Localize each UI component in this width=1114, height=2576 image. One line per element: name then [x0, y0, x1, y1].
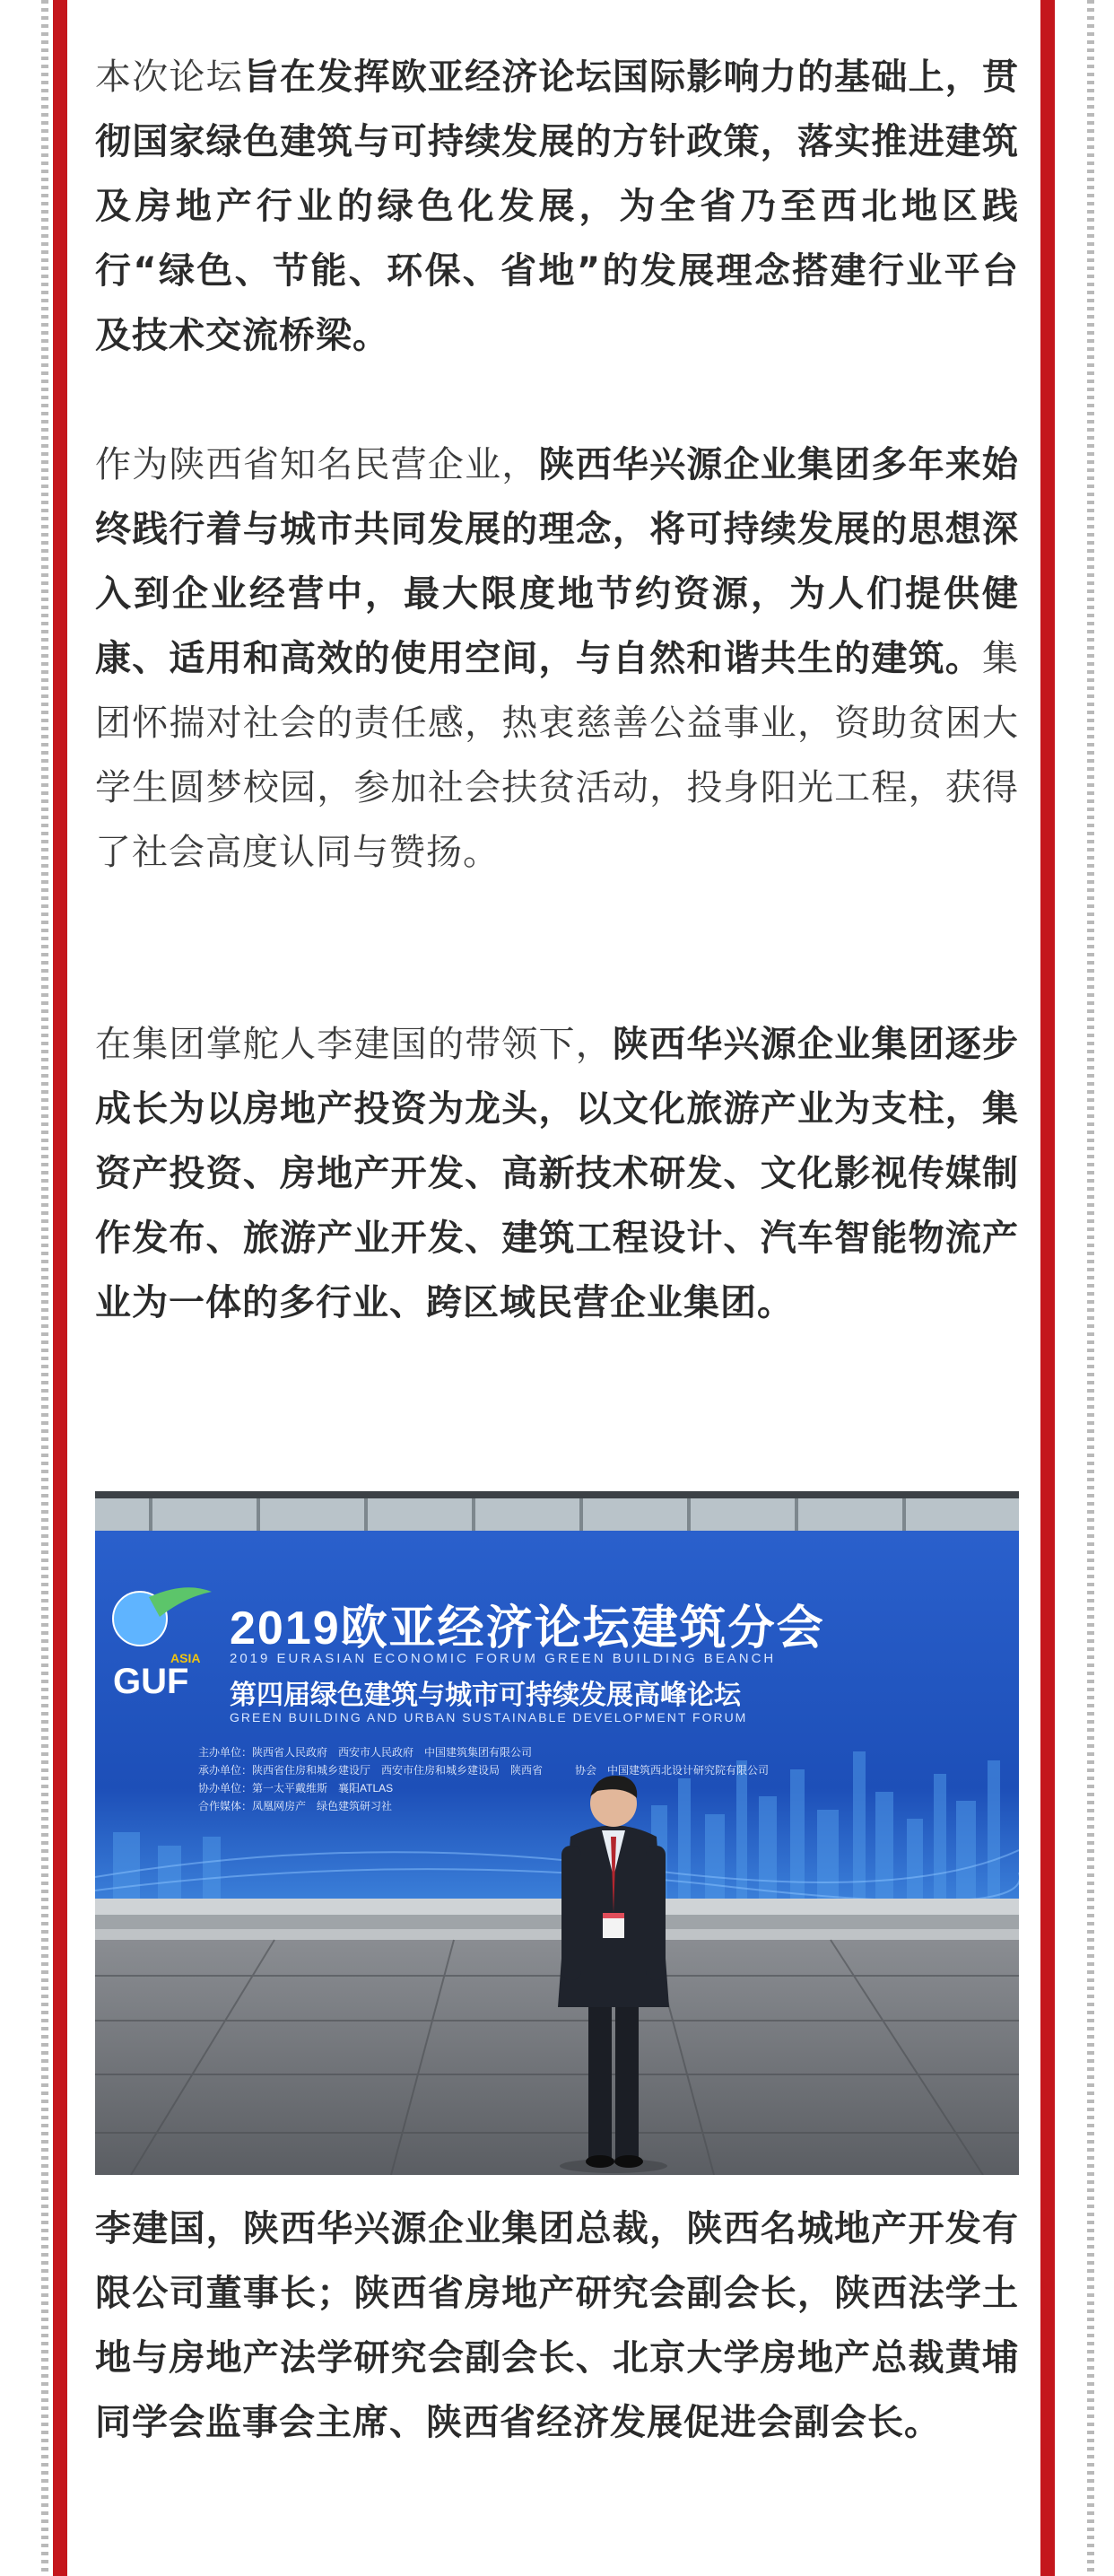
- right-dashed-border: [1087, 0, 1094, 2576]
- banner-organizer-line: 承办单位：陕西省住房和城乡建设厅 西安市住房和城乡建设局 陕西省 协会 中国建筑西北设计研究院有限公司: [198, 1764, 770, 1777]
- banner-organizer-line: 合作媒体：凤凰网房产 绿色建筑研习社: [198, 1800, 393, 1812]
- banner-title-secondary: 第四届绿色建筑与城市可持续发展高峰论坛: [230, 1681, 741, 1710]
- banner-organizer-line: 协办单位：第一太平戴维斯 襄阳ATLAS: [198, 1782, 394, 1794]
- paragraph-company-growth: [95, 1012, 1019, 1335]
- banner-title: 2019欧亚经济论坛建筑分会: [230, 1602, 825, 1655]
- paragraph-normal-text: 本次论坛: [95, 57, 243, 98]
- paragraph-normal-text: 集团怀揣对社会的责任感，热衷慈善公益事业，资助贫困大学生圆梦校园，参加社会扶贫活动，投身阳光工程，获得了社会高度认同与赞扬。: [95, 638, 1019, 873]
- paragraph-bold-text: 陕西华兴源企业集团逐步成长为以房地产投资为龙头，以文化旅游产业为支柱，集资产投资、房地产开发、高新技术研发、文化影视传媒制作发布、旅游产业开发、建筑工程设计、汽车智能物流产业为一体的多行业、跨区域民营企业集团。: [95, 1024, 1020, 1323]
- paragraph-forum-purpose: [95, 45, 1019, 368]
- right-red-frame: [1040, 0, 1055, 2576]
- caption-bold-text: 李建国，陕西华兴源企业集团总裁，陕西名城地产开发有限公司董事长；陕西省房地产研究会副会长，陕西法学土地与房地产法学研究会副会长、北京大学房地产总裁黄埔同学会监事会主席、陕西省经济发展促进会副会长。: [95, 2208, 1019, 2443]
- paragraph-bold-text: 旨在发挥欧亚经济论坛国际影响力的基础上，贯彻国家绿色建筑与可持续发展的方针政策，落实推进建筑及房地产行业的绿色化发展，为全省乃至西北地区践行“绿色、节能、环保、省地”的发展理念搭建行业平台及技术交流桥梁。: [95, 57, 1020, 356]
- logo-guf-text: GUF: [113, 1662, 189, 1701]
- left-dashed-border: [41, 0, 48, 2576]
- paragraph-normal-text: 在集团掌舵人李建国的带领下，: [95, 1024, 613, 1065]
- photo-caption: [95, 2196, 1019, 2455]
- paragraph-company-intro: [95, 432, 1019, 885]
- banner-organizer-line: 主办单位：陕西省人民政府 西安市人民政府 中国建筑集团有限公司: [198, 1746, 533, 1759]
- paragraph-normal-text: 作为陕西省知名民营企业，: [95, 444, 539, 485]
- forum-photo: [95, 1491, 1019, 2175]
- banner-subtitle: 2019 EURASIAN ECONOMIC FORUM GREEN BUILDING BEANCH: [230, 1651, 777, 1666]
- left-red-frame: [53, 0, 67, 2576]
- paragraph-bold-text: 陕西华兴源企业集团多年来始终践行着与城市共同发展的理念，将可持续发展的思想深入到企业经营中，最大限度地节约资源，为人们提供健康、适用和高效的使用空间，与自然和谐共生的建筑。: [95, 444, 1019, 679]
- logo-asia-text: ASIA: [170, 1651, 201, 1665]
- banner-subtitle-secondary: GREEN BUILDING AND URBAN SUSTAINABLE DEVELOPMENT FORUM: [230, 1710, 748, 1725]
